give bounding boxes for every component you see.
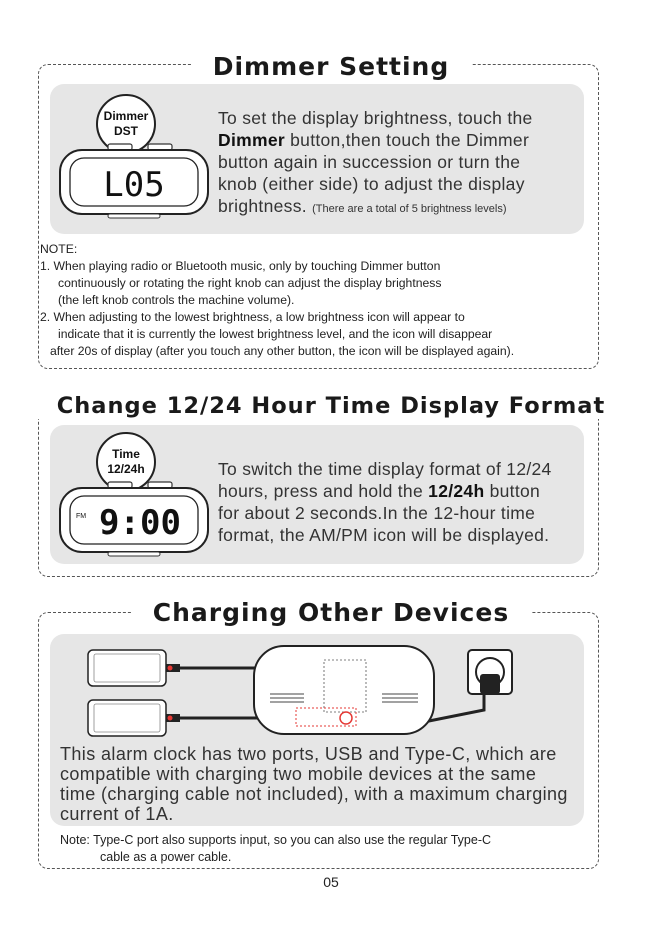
time-format-section-title: Change 12/24 Hour Time Display Format (0, 393, 662, 419)
charging-illustration (84, 640, 524, 740)
time-12-24h-badge: Time 12/24h (96, 432, 156, 492)
wall-socket-icon (468, 650, 512, 694)
clock-display-900: 9:00 (99, 503, 181, 543)
dimmer-dst-badge: Dimmer DST (96, 94, 156, 154)
fm-indicator: FM (76, 513, 87, 520)
dimmer-section-title: Dimmer Setting (0, 52, 662, 81)
charging-note: Note: Type-C port also supports input, so you can also use the regular Type-C cable as a power cable. (60, 833, 492, 864)
clock-rear-icon (254, 646, 434, 734)
dimmer-instructions: To set the display brightness, touch the Dimmer button,then touch the Dimmer button again in succession or turn the knob (either side) to adjust the display brightness. (There are a total of 5 brightness levels) (218, 108, 533, 216)
phone-icon-bottom (88, 700, 166, 736)
charging-section-title: Charging Other Devices (0, 598, 662, 627)
alarm-clock-900-illustration (58, 480, 210, 558)
charging-description: This alarm clock has two ports, USB and Type-C, which are compatible with charging two mobile devices at the same time (charging cable not included), with a maximum charging current of 1A. (60, 744, 568, 824)
phone-icon-top (88, 650, 166, 686)
clock-display-l05: L05 (103, 165, 165, 205)
alarm-clock-l05-illustration (58, 142, 210, 220)
page-number: 05 (323, 874, 339, 890)
dimmer-note: NOTE: 1. When playing radio or Bluetooth music, only by touching Dimmer button continuously or rotating the right knob can adjust the display brightness (the left knob controls the machine volume). 2. When adjusting to the lowest brightness, a low brightness icon will appear to indicate that it is currently the lowest brightness level, and the icon will disappear after 20s of display (after you touch any other button, the icon will be displayed again). (40, 242, 515, 358)
time-format-instructions: To switch the time display format of 12/24 hours, press and hold the 12/24h button for about 2 seconds.In the 12-hour time format, the AM/PM icon will be displayed. (218, 459, 552, 545)
